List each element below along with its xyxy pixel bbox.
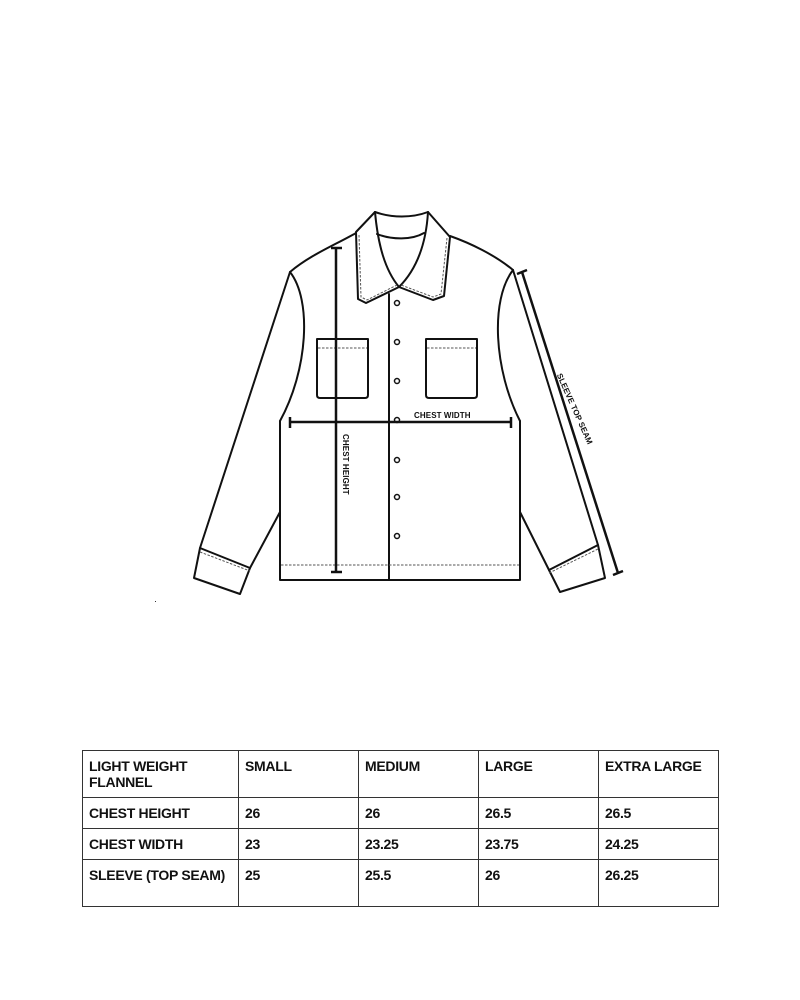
header-cell-product: LIGHT WEIGHT FLANNEL (83, 751, 239, 798)
button-icon (395, 379, 400, 384)
left-shoulder (290, 233, 356, 272)
table-cell: 26 (359, 798, 479, 829)
left-cuff-stitch (200, 552, 250, 571)
row-label-chest-width: CHEST WIDTH (83, 829, 239, 860)
right-sleeve-inner (520, 512, 549, 570)
row-label-sleeve-top-seam: SLEEVE (TOP SEAM) (83, 860, 239, 907)
table-cell: 26 (239, 798, 359, 829)
right-armhole (498, 270, 520, 421)
table-row (83, 798, 719, 829)
collar-right-stitch (401, 238, 447, 297)
sleeve-top-seam-label: SLEEVE TOP SEAM (554, 372, 595, 446)
right-shoulder (450, 236, 513, 270)
table-row (83, 860, 719, 907)
table-cell: 26 (479, 860, 599, 907)
table-cell: 25.5 (359, 860, 479, 907)
table-cell: 25 (239, 860, 359, 907)
table-cell: 26.25 (599, 860, 719, 907)
collar-band-inner (377, 233, 424, 238)
left-sleeve-outer (200, 272, 290, 548)
row-label-chest-height: CHEST HEIGHT (83, 798, 239, 829)
body-outline (280, 421, 520, 580)
collar-band-top (375, 212, 428, 217)
stray-dot (155, 601, 156, 602)
sleeve-measure-line (522, 272, 618, 573)
table-header-row (83, 751, 719, 798)
button-icon (395, 458, 400, 463)
buttons (395, 301, 400, 539)
header-cell-small: SMALL (239, 751, 359, 798)
chest-width-label: CHEST WIDTH (414, 411, 471, 420)
table-cell: 26.5 (599, 798, 719, 829)
neck-right (399, 212, 428, 287)
table-cell: 23.75 (479, 829, 599, 860)
right-sleeve-outer (513, 270, 598, 545)
button-icon (395, 495, 400, 500)
table-cell: 23.25 (359, 829, 479, 860)
size-chart-table (82, 750, 719, 907)
table-cell: 26.5 (479, 798, 599, 829)
left-sleeve-inner (250, 512, 280, 568)
button-icon (395, 534, 400, 539)
button-icon (395, 301, 400, 306)
left-cuff (194, 548, 250, 594)
neck-left (375, 212, 399, 287)
table-cell: 23 (239, 829, 359, 860)
header-cell-extra-large: EXTRA LARGE (599, 751, 719, 798)
header-cell-medium: MEDIUM (359, 751, 479, 798)
button-icon (395, 340, 400, 345)
table-row (83, 829, 719, 860)
header-cell-large: LARGE (479, 751, 599, 798)
table-cell: 24.25 (599, 829, 719, 860)
right-cuff-stitch (549, 549, 598, 573)
chest-height-label: CHEST HEIGHT (341, 434, 350, 495)
